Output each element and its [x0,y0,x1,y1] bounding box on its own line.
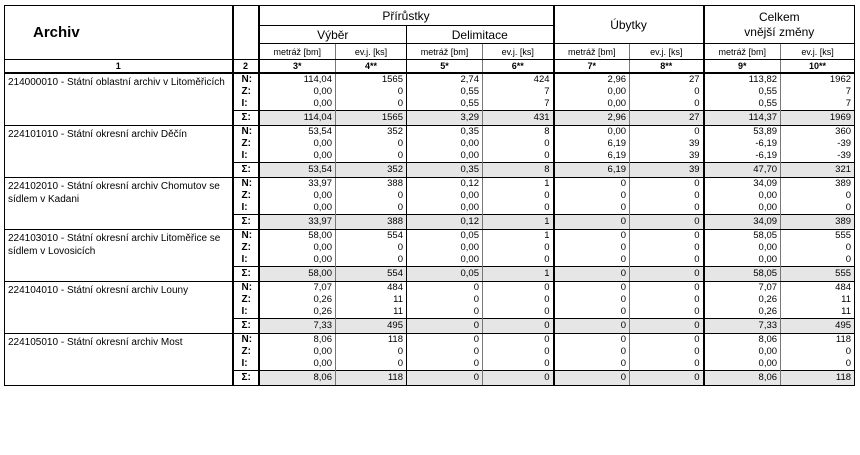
row-type-label: I: [233,306,259,319]
value-cell: 0 [483,346,554,358]
value-cell: 27 [630,110,704,125]
value-cell: 11 [781,306,855,319]
row-type-label: I: [233,254,259,267]
value-cell: 0 [336,358,407,371]
value-cell: 58,05 [704,229,781,242]
row-type-label: Z: [233,242,259,254]
value-cell: 1 [483,229,554,242]
value-cell: 8,06 [704,333,781,346]
value-cell: 0 [630,318,704,333]
value-cell: 47,70 [704,162,781,177]
value-cell: 0 [630,346,704,358]
celkem-header-line1: Celkem [758,9,800,24]
value-cell: 2,96 [554,110,630,125]
value-cell: 6,19 [554,162,630,177]
value-cell: 0,00 [407,190,483,202]
value-cell: 0,00 [407,138,483,150]
table-row [5,73,855,86]
value-cell: 34,09 [704,214,781,229]
value-cell: 0 [630,266,704,281]
value-cell: 0,35 [407,125,483,138]
value-cell: 0 [630,358,704,371]
value-cell: 0 [336,190,407,202]
value-cell: 0 [630,242,704,254]
value-cell: 118 [781,333,855,346]
archive-name: 224103010 - Státní okresní archiv Litoměřice se sídlem v Lovosicích [5,229,233,281]
value-cell: 8 [483,162,554,177]
value-cell: 114,04 [259,73,336,86]
value-cell: 352 [336,125,407,138]
value-cell: 0 [554,177,630,190]
value-cell: 0,00 [407,202,483,215]
value-cell: 1962 [781,73,855,86]
row-type-label: N: [233,177,259,190]
value-cell: 0,05 [407,266,483,281]
value-cell: 0,05 [407,229,483,242]
row-type-label: I: [233,98,259,111]
ubytky-header: Úbytky [554,6,704,44]
value-cell: 555 [781,229,855,242]
value-cell: 0 [630,370,704,385]
value-cell: 0,00 [259,98,336,111]
row-type-label: Z: [233,138,259,150]
value-cell: 0 [554,202,630,215]
row-type-label: N: [233,125,259,138]
value-cell: 8,06 [259,333,336,346]
value-cell: 0,00 [704,190,781,202]
value-cell: 484 [781,281,855,294]
value-cell: 7,33 [704,318,781,333]
value-cell: 495 [781,318,855,333]
row-type-label: Z: [233,86,259,98]
value-cell: 0 [630,254,704,267]
sum-type-label: Σ: [233,162,259,177]
vyber-header: Výběr [259,26,407,44]
value-cell: -39 [781,150,855,163]
value-cell: 0 [630,86,704,98]
value-cell: 388 [336,177,407,190]
value-cell: 6,19 [554,150,630,163]
row-type-label: Z: [233,190,259,202]
value-cell: 388 [336,214,407,229]
value-cell: 39 [630,138,704,150]
column-number: 1 [5,60,233,73]
value-cell: 0 [483,306,554,319]
value-cell: 0 [407,318,483,333]
value-cell: 0 [336,202,407,215]
archive-name: 224102010 - Státní okresní archiv Chomutov se sídlem v Kadani [5,177,233,229]
value-cell: 53,89 [704,125,781,138]
value-cell: 6,19 [554,138,630,150]
column-number: 6** [483,60,554,73]
value-cell: 0,00 [554,125,630,138]
value-cell: 11 [336,294,407,306]
value-cell: 0 [554,281,630,294]
value-cell: 0,00 [704,358,781,371]
value-cell: 0 [554,190,630,202]
unit-header: metráž [bm] [704,44,781,60]
delimitace-header: Delimitace [407,26,554,44]
value-cell: 0 [781,254,855,267]
value-cell: 0 [781,190,855,202]
value-cell: 0,00 [259,202,336,215]
value-cell: 0,55 [407,98,483,111]
value-cell: 7,07 [259,281,336,294]
value-cell: 554 [336,266,407,281]
value-cell: 33,97 [259,177,336,190]
value-cell: 58,05 [704,266,781,281]
value-cell: 1 [483,266,554,281]
value-cell: 0,26 [259,294,336,306]
value-cell: 0,00 [407,150,483,163]
row-type-label: I: [233,202,259,215]
value-cell: 0,00 [407,242,483,254]
value-cell: 0,55 [407,86,483,98]
value-cell: 0,00 [259,346,336,358]
value-cell: 0 [407,306,483,319]
value-cell: 0 [336,150,407,163]
value-cell: 0,00 [554,98,630,111]
value-cell: 0 [630,229,704,242]
value-cell: 11 [781,294,855,306]
value-cell: 58,00 [259,266,336,281]
value-cell: 495 [336,318,407,333]
value-cell: 0,00 [259,138,336,150]
value-cell: 58,00 [259,229,336,242]
archive-statistics-table [4,5,855,386]
value-cell: 0,00 [259,242,336,254]
table-row [5,333,855,346]
value-cell: 3,29 [407,110,483,125]
value-cell: 0 [630,202,704,215]
unit-header: ev.j. [ks] [336,44,407,60]
row-type-label: N: [233,73,259,86]
column-number: 4** [336,60,407,73]
value-cell: 0 [630,177,704,190]
value-cell: 0 [407,358,483,371]
value-cell: 7 [483,98,554,111]
value-cell: 0 [483,281,554,294]
value-cell: 0 [554,370,630,385]
value-cell: 0 [554,214,630,229]
value-cell: 0 [483,370,554,385]
table-row [5,281,855,294]
value-cell: 0 [483,202,554,215]
value-cell: 8,06 [704,370,781,385]
celkem-header [704,6,855,44]
value-cell: 0 [554,306,630,319]
unit-header: ev.j. [ks] [630,44,704,60]
value-cell: 0 [554,242,630,254]
value-cell: 0 [781,202,855,215]
row-type-label: Z: [233,294,259,306]
value-cell: -6,19 [704,150,781,163]
sum-type-label: Σ: [233,110,259,125]
unit-header: metráž [bm] [554,44,630,60]
value-cell: 27 [630,73,704,86]
value-cell: 0 [630,294,704,306]
sum-type-label: Σ: [233,214,259,229]
value-cell: 0,00 [407,254,483,267]
table-row [5,229,855,242]
value-cell: 0 [483,242,554,254]
value-cell: 7,07 [704,281,781,294]
value-cell: 424 [483,73,554,86]
value-cell: 0,55 [704,86,781,98]
archive-name: 224101010 - Státní okresní archiv Děčín [5,125,233,177]
value-cell: 484 [336,281,407,294]
row-type-label: N: [233,333,259,346]
value-cell: 0 [630,190,704,202]
table-header [5,6,855,73]
row-type-label: N: [233,229,259,242]
value-cell: 2,96 [554,73,630,86]
value-cell: 431 [483,110,554,125]
row-type-label: I: [233,150,259,163]
value-cell: 0 [407,281,483,294]
value-cell: 0 [554,254,630,267]
value-cell: 0,00 [259,150,336,163]
sum-type-label: Σ: [233,266,259,281]
value-cell: 0 [483,333,554,346]
value-cell: 0,12 [407,214,483,229]
column-number: 2 [233,60,259,73]
value-cell: 0 [630,214,704,229]
value-cell: 0 [483,318,554,333]
value-cell: 0 [554,294,630,306]
value-cell: 0 [407,294,483,306]
value-cell: 0 [407,333,483,346]
value-cell: 8 [483,125,554,138]
value-cell: 0,00 [259,86,336,98]
value-cell: 0,00 [704,254,781,267]
value-cell: 118 [336,370,407,385]
value-cell: 0 [781,346,855,358]
value-cell: 33,97 [259,214,336,229]
table-body [5,73,855,386]
value-cell: 0 [554,346,630,358]
value-cell: 555 [781,266,855,281]
value-cell: 1565 [336,110,407,125]
value-cell: 0,12 [407,177,483,190]
value-cell: 7 [483,86,554,98]
value-cell: 0 [554,266,630,281]
value-cell: 11 [336,306,407,319]
table-row [5,177,855,190]
value-cell: 114,04 [259,110,336,125]
value-cell: 0,00 [704,202,781,215]
archive-name: 224104010 - Státní okresní archiv Louny [5,281,233,333]
value-cell: 0 [554,358,630,371]
value-cell: 0,00 [554,86,630,98]
value-cell: 0 [336,98,407,111]
row-type-label: N: [233,281,259,294]
value-cell: 0 [336,254,407,267]
value-cell: 0 [483,294,554,306]
value-cell: 352 [336,162,407,177]
value-cell: 1 [483,214,554,229]
value-cell: 0 [336,86,407,98]
value-cell: 0 [554,229,630,242]
value-cell: 0 [630,281,704,294]
value-cell: 0,35 [407,162,483,177]
value-cell: 0,00 [704,242,781,254]
value-cell: 0 [407,346,483,358]
value-cell: 1 [483,177,554,190]
archive-name: 224105010 - Státní okresní archiv Most [5,333,233,385]
row-type-label: I: [233,358,259,371]
value-cell: 389 [781,177,855,190]
column-number: 5* [407,60,483,73]
unit-header: ev.j. [ks] [781,44,855,60]
value-cell: 113,82 [704,73,781,86]
value-cell: 0,26 [704,294,781,306]
archive-name: 214000010 - Státní oblastní archiv v Litoměřicích [5,73,233,126]
sum-type-label: Σ: [233,370,259,385]
value-cell: 118 [336,333,407,346]
value-cell: 0 [630,306,704,319]
value-cell: 0 [554,318,630,333]
value-cell: 7 [781,86,855,98]
value-cell: 360 [781,125,855,138]
row-type-label: Z: [233,346,259,358]
column-number: 7* [554,60,630,73]
value-cell: 0 [483,150,554,163]
value-cell: 0,00 [259,358,336,371]
unit-header: metráž [bm] [407,44,483,60]
value-cell: 2,74 [407,73,483,86]
column-number: 3* [259,60,336,73]
value-cell: 0 [483,254,554,267]
value-cell: 0,00 [259,254,336,267]
value-cell: 39 [630,162,704,177]
archiv-column-header: Archiv [5,6,233,60]
value-cell: 114,37 [704,110,781,125]
value-cell: 39 [630,150,704,163]
value-cell: 0 [554,333,630,346]
table-row [5,125,855,138]
value-cell: 0 [483,138,554,150]
value-cell: 7,33 [259,318,336,333]
value-cell: 0,26 [704,306,781,319]
value-cell: 53,54 [259,162,336,177]
value-cell: 53,54 [259,125,336,138]
value-cell: 0 [630,125,704,138]
value-cell: 0 [781,242,855,254]
type-column-header [233,6,259,60]
value-cell: 0,55 [704,98,781,111]
value-cell: 0 [630,98,704,111]
value-cell: 0 [407,370,483,385]
column-number: 8** [630,60,704,73]
unit-header: metráž [bm] [259,44,336,60]
value-cell: 118 [781,370,855,385]
value-cell: 321 [781,162,855,177]
value-cell: 8,06 [259,370,336,385]
column-number: 9* [704,60,781,73]
value-cell: 0,00 [259,190,336,202]
value-cell: 0,00 [704,346,781,358]
value-cell: -39 [781,138,855,150]
value-cell: 0 [336,242,407,254]
value-cell: 0 [483,190,554,202]
celkem-header-line2: vnější změny [744,24,815,39]
value-cell: 0,26 [259,306,336,319]
value-cell: 0 [630,333,704,346]
value-cell: 0 [483,358,554,371]
value-cell: 7 [781,98,855,111]
prirustky-header: Přírůstky [259,6,554,26]
value-cell: 1969 [781,110,855,125]
value-cell: 34,09 [704,177,781,190]
value-cell: 0 [336,346,407,358]
column-number: 10** [781,60,855,73]
value-cell: 0 [336,138,407,150]
sum-type-label: Σ: [233,318,259,333]
value-cell: 554 [336,229,407,242]
unit-header: ev.j. [ks] [483,44,554,60]
value-cell: 0 [781,358,855,371]
value-cell: -6,19 [704,138,781,150]
value-cell: 1565 [336,73,407,86]
value-cell: 389 [781,214,855,229]
